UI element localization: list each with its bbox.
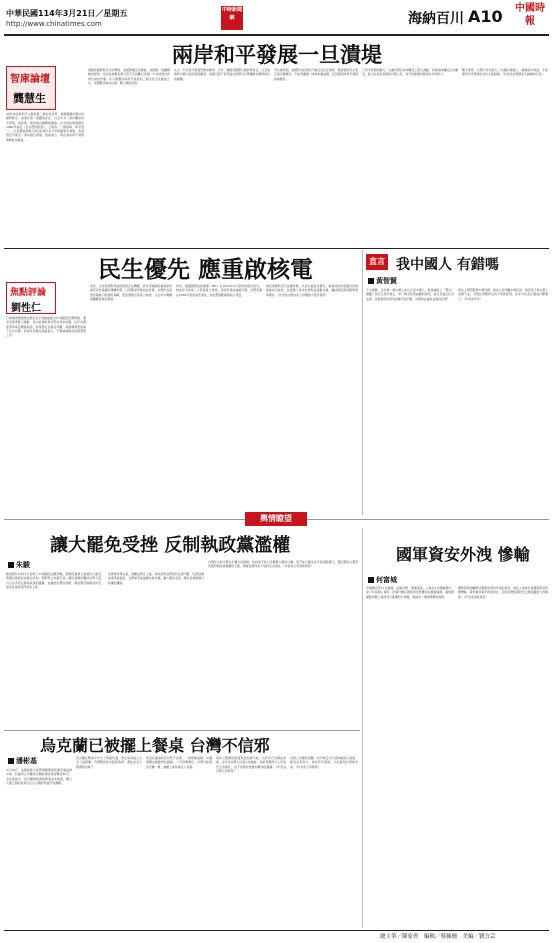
header-url[interactable]: http://www.chinatimes.com — [6, 20, 102, 28]
mid-right-headline: 國軍資安外洩 慘輸 — [396, 545, 530, 564]
divider-mid — [362, 528, 363, 928]
mid-left-headline: 讓大罷免受挫 反制執政黨濫權 — [50, 535, 291, 556]
byline-square-icon — [8, 758, 14, 764]
divider-right-top — [362, 250, 363, 515]
side-author: 黃智賢 — [376, 277, 397, 285]
side-byline — [368, 276, 397, 286]
top-col5: 了和平發展的動力，也讓台灣在兩岸關係上陷入被動。如果兩岸關係走向衝突，最大的受害者將是台灣人民，和平的維護需要兩岸共同努力。 — [362, 68, 458, 77]
bottom-col1: 3月18日，美國總統川普與俄羅斯總統蒲亭通話兩小時，討論停止攻擊烏克蘭能源設施並暫停30天。這次通話中，烏克蘭總統澤倫斯基並未參與，顯示大國之間的談判往往以小國的利益作為籌碼。 — [6, 768, 72, 785]
mid-left-byline — [8, 560, 30, 570]
side-tag — [366, 254, 388, 270]
footer-credits: 總主筆／陳家齊 編輯／蔡佩珊 美編／劉宜芸 — [380, 934, 496, 940]
mid-left-col3: 台灣民主的可貴在於權力的制衡，執政黨不能以多數暴力壓制少數，更不能以罷免為手段清除異己。選民應該以選票表達對執政黨濫權的不滿，捍衛台灣得來不易的民主制度。（作者為大學退休教授） — [208, 560, 358, 569]
small-logo-text: 中時新聞網 — [221, 7, 242, 21]
mid-right-col1: 中國國安部17日揭露，指稱台灣「資通電軍」人員在2月發動網攻，並公布其個人資料。此事件顯示國軍資安防護存在嚴重漏洞，連參與網路作戰人員的身分都遭對方掌握，無疑是一場資訊戰的慘敗。 — [366, 586, 454, 599]
focus-label-box — [6, 282, 56, 314]
mid-tag-text: 輿情瞭望 — [260, 514, 292, 523]
bottom-col5: 台灣人民應該清醒，和平與安全不能仰賴他人施捨，唯有自身努力，兩岸和平發展，才能確保台灣的未來。（作者為大學教授） — [290, 756, 358, 769]
column-name: 智庫論壇 — [10, 74, 50, 85]
paper-logo — [511, 2, 549, 32]
bottom-col2: 烏克蘭在戰爭中付出了慘痛代價，卻在談判桌上失去了話語權。台灣應該從中吸取教訓，避免成為大國博弈的棋子。 — [76, 756, 142, 769]
header-rule — [4, 34, 549, 36]
second-col2: 首先，全球各國對核能的態度正在轉變，許多先進國家重新啟用或延長核電廠的運轉年限，以因應淨零排放的目標。台灣作為高度依賴進口能源的島嶼，更需要穩定的電力來源，以支持半導體等關鍵產業的發展。 — [90, 284, 172, 301]
bottom-headline: 烏克蘭已被擺上餐桌 台灣不信邪 — [40, 736, 270, 755]
side-headline: 我中國人 有錯嗎 — [396, 257, 499, 273]
second-col1: 日前賴清德總統在國家安全會議後提出17項國安因應策略，要求各部會配合推動，其中能源政策仍堅持非核家園。近年台灣夏季用電量屢創新高，供電穩定性備受考驗，電價調漲更加重了民生負擔，核電作為穩定基載電力，不應被排除在能源選項之外。 — [6, 316, 86, 338]
header-bar — [0, 0, 553, 36]
date-line: 中華民國114年3月21日／星期五 — [6, 9, 128, 18]
top-col1: 60年來台海和平主要依靠三個支柱支撐：美國霸權所維持的國際秩序，美軍在第一島鏈的存在，以及中共「兩岸關係和平發展」的政策。前兩項自韓戰後開始，中共的政策則源於1980年前的《告台灣同胞書》，之後的「一國兩制，和平統一」，以及歷屆領導人對台政策方針中均明確和平發展，直到習近平提出「兩岸融合發展」的前提下，現在兩岸和平發展情勢產生動搖。 — [6, 112, 84, 142]
small-logo — [221, 6, 243, 30]
byline-square-icon — [368, 278, 374, 284]
column-label-box — [6, 66, 56, 110]
top-author: 龔慧生 — [13, 92, 46, 105]
rule-1 — [4, 248, 549, 249]
section-name: 海納百川 — [408, 11, 464, 27]
bottom-col3: 然而民進黨政府仍然不信邪，一味倚賴美國，持續軍購並推動對抗路線。一旦局勢變化，台灣可能像烏克蘭一樣，被擺上談判桌任人宰割。 — [146, 756, 212, 769]
side-tag-text: 直言 — [369, 257, 385, 266]
bottom-col4: 兩岸之間應該透過對話化解分歧，以和平方式解決爭端，這才是台灣人民最大的福祉。執政者應該以人民的安全為優先，而不是將台灣推向戰爭的邊緣。（作者為台灣大學教授） — [216, 756, 286, 773]
mid-right-col2: 國防部與相關單位應徹查資料外洩的原因，強化人員資料保護與資安防護機制，避免類似事件再度發生，否則台灣的國防安全將面臨更大的威脅。（作者為退役軍官） — [458, 586, 548, 599]
top-headline: 兩岸和平發展一旦潰堤 — [172, 43, 382, 67]
focus-column-name: 焦點評論 — [10, 288, 47, 298]
mid-left-col2: 在國會改革法案、財劃法修正之後，執政黨對在野黨的反撲不斷，民眾逐漸看清其真面目。在野黨若能凝聚社會共識，讓大罷免受挫，將能有效制衡行政權的擴張。 — [108, 572, 204, 585]
top-col6: 數字事實，台灣只有回到九二共識的基礎上，重啟兩岸對話，才能避免和平發展的支柱全面崩塌。（作者為台灣競爭力論壇執行長） — [462, 68, 548, 77]
top-col4: 平共處原則，美國對台政策的不確定性正在增加，賴清德政府必須正視這種變化，不能再繼續一味地依賴美國，而忽視兩岸和平發展的重要性。 — [274, 68, 358, 81]
second-col4: 執政黨應該放下意識形態，以民生福祉為優先，重新評估核電廠延役與重啟的可能性，並透過公投或社會對話凝聚共識，讓能源政策回歸專業與理性。（作者為中國文化大學國發大陸所教授） — [266, 284, 358, 297]
mid-tag — [245, 512, 307, 526]
byline-square-icon — [368, 577, 374, 583]
mid-right-author: 何富城 — [376, 576, 397, 584]
mid-left-col1: 賴清德於3月13日宣佈了17項國安因應策略，隨即民進黨立委提出大罷免，與國民黨掀起的修法攻防，朝野對立持續升高。國民黨應該團結在野力量，以合法手段反制執政黨的濫權，並藉此向選民說明，罷免應回歸制度初衷，而非成為政治鬥爭的工具。 — [6, 572, 104, 589]
side-col1: 不太理解，為什麼一個中國人說自己是中國人，就會被貼上「賣台」標籤？說自己是中國人，是一種文化與血緣的認同，並沒有違反任何法律。民進黨政府卻用各種手段打壓，這樣的言論自由還存在嗎？ — [366, 288, 454, 301]
bottom-author: 潘彬基 — [16, 757, 37, 765]
mid-right-byline — [368, 575, 397, 585]
bottom-byline — [8, 756, 37, 766]
rule-bottom — [4, 730, 360, 731]
top-col2: 被稱為國際秩序中的單極，美國霸權正在動搖；美國第一島鏈戰略的經營，也因為美國長期力量不足而難以延續；中共的對台政策也被迫改變。所以影響台海和平發展的三個支柱正在動搖之中，台灣應該如何自處？國人應該深思。 — [88, 68, 170, 85]
mid-left-author: 朱駿 — [16, 561, 30, 569]
footer-rule — [4, 930, 549, 931]
paper-logo-text: 中國時報 — [515, 3, 545, 27]
page-number: A10 — [468, 7, 503, 26]
byline-square-icon — [8, 562, 14, 568]
top-col3: 太少，所以他才會強烈要求歐洲、日本、韓國等盟國分擔防務責任，以及加強對中國大陸的經濟圍堵，美國已經不再是過去那個可以單獨維持國際秩序的霸權。 — [174, 68, 270, 81]
side-col2: 憲法上明明寫著中華民國，兩岸人民同屬中華民族，承認自己是中國人並無不妥。台灣社會應該包容不同的認同，而非以政治正確來打壓異己。（作者為作家） — [458, 288, 548, 301]
second-col3: 再者，根據國際能源總署（IEA）在2022年6月發布的報告指出，核能是全球第二大低碳電力來源，有助於達成減碳目標。台灣若要在2050年達成淨零排放，核能選項應重新納入考量。 — [176, 284, 262, 297]
second-headline: 民生優先 應重啟核電 — [98, 257, 314, 283]
second-author: 劉性仁 — [11, 303, 41, 314]
